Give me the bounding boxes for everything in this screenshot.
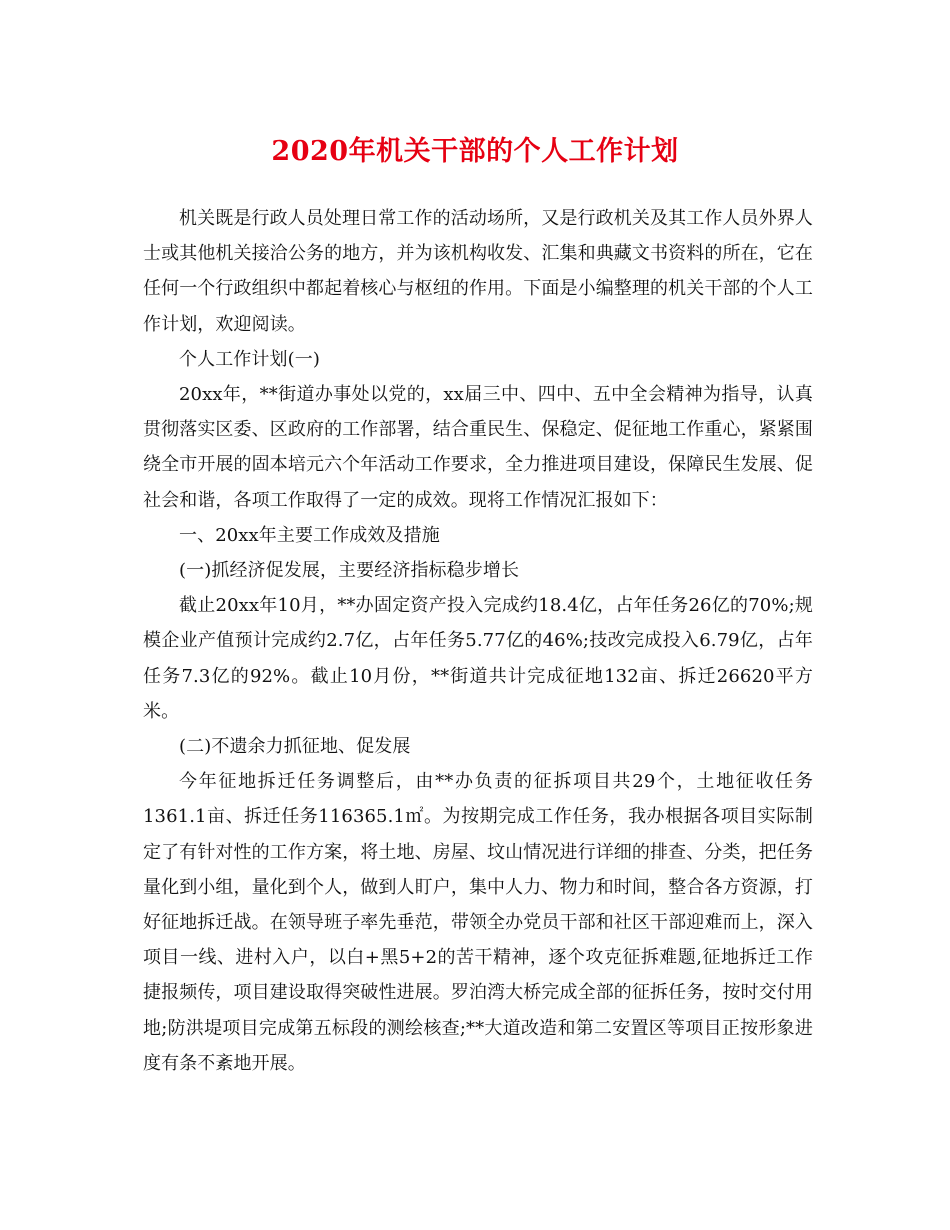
intro-paragraph: 机关既是行政人员处理日常工作的活动场所，又是行政机关及其工作人员外界人士或其他机关接洽公务的地方，并为该机构收发、汇集和典藏文书资料的所在，它在任何一个行政组织中都起着核心与枢纽的作用。下面是小编整理的机关干部的个人工作计划，欢迎阅读。 (143, 208, 813, 335)
document-body (143, 201, 813, 1081)
economy-paragraph: 截止20xx年10月，**办固定资产投入完成约18.4亿，占年任务26亿的70%;规模企业产值预计完成约2.7亿，占年任务5.77亿的46%;技改完成投入6.79亿，占年任务7.3亿的92%。截止10月份，**街道共计完成征地132亩、拆迁26620平方米。 (143, 595, 813, 722)
section-heading-achievements: 一、20xx年主要工作成效及措施 (179, 524, 440, 546)
subheading-economy: (一)抓经济促发展，主要经济指标稳步增长 (179, 560, 520, 582)
subheading-land-acquisition: (二)不遗余力抓征地、促发展 (179, 736, 411, 758)
document-title: 2020年机关干部的个人工作计划 (271, 136, 679, 167)
section-heading-plan-one: 个人工作计划(一) (179, 348, 320, 370)
summary-paragraph: 20xx年，**街道办事处以党的，xx届三中、四中、五中全会精神为指导，认真贯彻落实区委、区政府的工作部署，结合重民生、保稳定、促征地工作重心，紧紧围绕全市开展的固本培元六个年活动工作要求，全力推进项目建设，保障民生发展、促社会和谐，各项工作取得了一定的成效。现将工作情况汇报如下： (143, 384, 813, 511)
land-acquisition-paragraph: 今年征地拆迁任务调整后，由**办负责的征拆项目共29个，土地征收任务1361.1亩、拆迁任务116365.1㎡。为按期完成工作任务，我办根据各项目实际制定了有针对性的工作方案，将土地、房屋、坟山情况进行详细的排查、分类，把任务量化到小组，量化到个人，做到人盯户，集中人力、物力和时间，整合各方资源，打好征地拆迁战。在领导班子率先垂范，带领全办党员干部和社区干部迎难而上，深入项目一线、进村入户，以白+黑5+2的苦干精神，逐个攻克征拆难题,征地拆迁工作捷报频传，项目建设取得突破性进展。罗泊湾大桥完成全部的征拆任务，按时交付用地;防洪堤项目完成第五标段的测绘核查;**大道改造和第二安置区等项目正按形象进度有条不紊地开展。 (143, 771, 813, 1074)
